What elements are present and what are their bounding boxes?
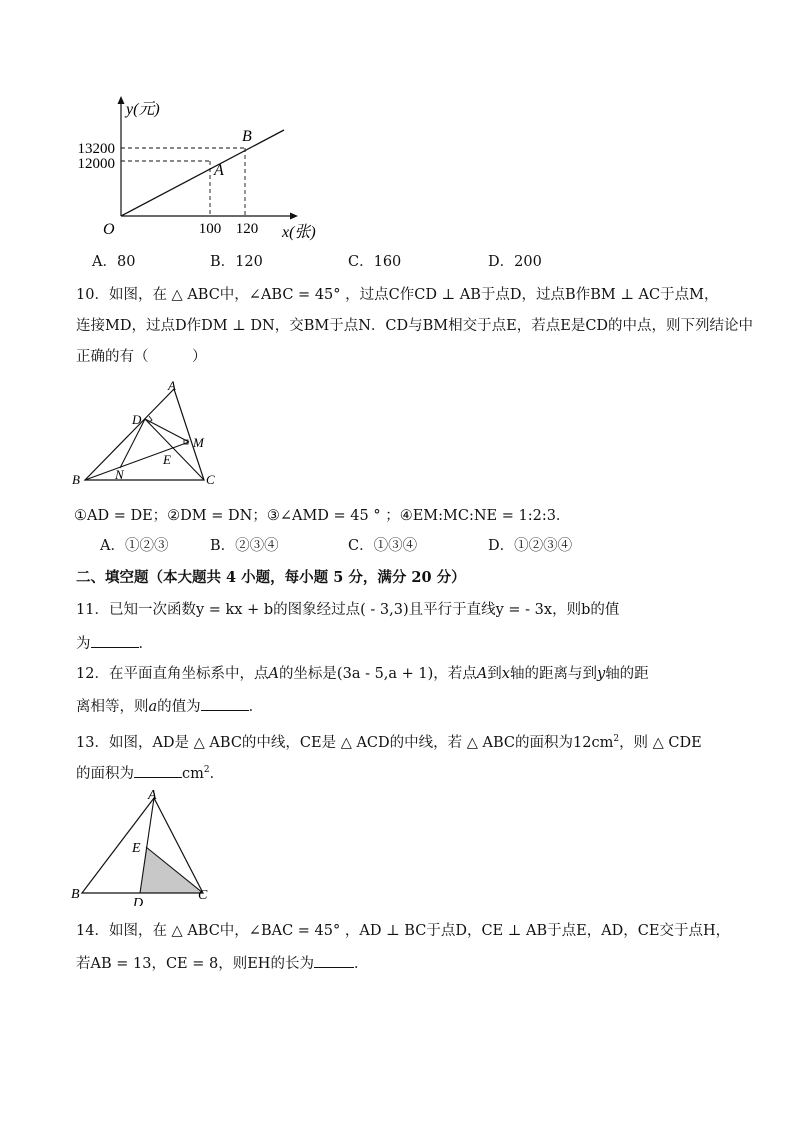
q14-text: 若AB = 13，CE = 8，则EH的长为	[76, 956, 314, 972]
option-text: 120	[235, 254, 263, 270]
var-y: y	[596, 666, 606, 682]
q9-option-d	[488, 252, 542, 272]
label-m: M	[193, 435, 204, 450]
q13-unit: cm	[182, 765, 204, 782]
label-a: A	[148, 788, 157, 803]
x-axis-label: x(张)	[282, 224, 316, 241]
option-text: ①②③	[124, 538, 169, 554]
q10-line3: 正确的有（ ）	[76, 349, 207, 365]
answer-blank[interactable]	[314, 953, 354, 968]
y-tick-12000: 12000	[77, 156, 115, 172]
q13-line2	[76, 760, 224, 784]
origin-label: O	[103, 221, 115, 238]
q12-line2	[76, 696, 263, 717]
q12-text-f: 离相等，则	[76, 699, 149, 715]
q9-option-c	[348, 252, 401, 272]
q11-end: ．	[138, 636, 153, 652]
q13-text: 13．如图，AD是 △ ABC的中线，CE是 △ ACD的中线，若 △ ABC的面积为12cm	[76, 734, 614, 751]
cost-line	[121, 130, 284, 216]
q12-line1	[76, 664, 649, 684]
q14-end: ．	[353, 956, 369, 972]
option-letter: A．	[100, 538, 125, 554]
q12-text-c: 到	[487, 666, 502, 682]
answer-blank[interactable]	[201, 696, 249, 711]
q11-text: 为	[76, 636, 91, 652]
q10-option-b	[210, 536, 279, 556]
q12-text-g: 的值为	[157, 699, 201, 715]
q9-option-a	[92, 252, 135, 272]
option-text: ②③④	[235, 538, 279, 554]
q13-end: ．	[209, 765, 225, 782]
option-text: 200	[514, 254, 542, 270]
section-heading: 二、填空题（本大题共 4 小题，每小题 5 分，满分 20 分）	[76, 569, 466, 586]
y-tick-13200: 13200	[77, 141, 115, 157]
option-text: ①③④	[373, 538, 418, 554]
q10-line2: 连接MD，过点D作DM ⊥ DN，交BM于点N．CD与BM相交于点E，若点E是CD的中点，则下列结论中	[76, 318, 754, 334]
label-c: C	[206, 472, 215, 487]
option-letter: A．	[92, 254, 117, 270]
q12-text-e: 轴的距	[605, 666, 649, 682]
q9-graph	[70, 92, 340, 252]
q12-text-d: 轴的距离与到	[509, 666, 597, 682]
label-d: D	[132, 412, 142, 427]
q11-line1: 11．已知一次函数y = kx + b的图象经过点( - 3,3)且平行于直线y = - 3x，则b的值	[76, 602, 620, 618]
q12-end: ．	[248, 699, 264, 715]
segment-dm	[145, 419, 189, 442]
q13-figure	[68, 786, 218, 906]
option-letter: C．	[348, 254, 374, 270]
x-tick-120: 120	[235, 221, 259, 237]
label-e: E	[132, 841, 141, 856]
q10-figure	[68, 376, 228, 492]
option-letter: D．	[488, 538, 515, 554]
option-letter: B．	[210, 254, 236, 270]
label-b: B	[71, 887, 80, 902]
answer-blank[interactable]	[91, 633, 139, 648]
triangle-cde-shaded	[140, 847, 203, 893]
q11-line2	[76, 633, 153, 654]
q13-line1	[76, 729, 702, 753]
point-b-label: B	[242, 128, 252, 145]
q9-option-b	[210, 252, 263, 272]
option-letter: D．	[488, 254, 515, 270]
q10-statements: ①AD = DE；②DM = DN；③∠AMD = 45 ° ；④EM:MC:NE = 1:2:3．	[74, 508, 571, 524]
label-a: A	[168, 378, 176, 393]
option-letter: B．	[210, 538, 236, 554]
option-text: ①②③④	[514, 538, 573, 554]
q13-superscript: 2	[613, 734, 620, 744]
q10-option-c	[348, 536, 417, 556]
q13-unit-sup: 2	[203, 765, 210, 775]
x-tick-100: 100	[198, 221, 222, 237]
var-a: a	[148, 699, 158, 715]
q13-text-b: 的面积为	[76, 765, 134, 782]
segment-bm	[85, 442, 189, 480]
option-letter: C．	[348, 538, 374, 554]
triangle-abc	[85, 389, 204, 480]
option-text: 160	[373, 254, 402, 270]
var-a: A	[476, 666, 488, 682]
x-axis-arrow	[290, 213, 298, 220]
label-d: D	[133, 896, 144, 906]
label-e: E	[163, 452, 171, 467]
point-a-label: A	[214, 162, 224, 179]
label-b: B	[72, 472, 80, 487]
q13-text-end: ，则 △ CDE	[619, 734, 702, 751]
var-x: x	[501, 666, 510, 682]
q10-option-d	[488, 536, 572, 556]
q12-text-b: 的坐标是(3a - 5,a + 1)，若点	[278, 666, 477, 682]
q12-text-a: 12．在平面直角坐标系中，点	[76, 666, 269, 682]
option-text: 80	[116, 254, 136, 270]
label-c: C	[198, 888, 208, 903]
answer-blank[interactable]	[134, 763, 182, 778]
q14-line2	[76, 953, 368, 974]
y-axis-arrow	[118, 96, 125, 104]
q10-line1: 10．如图，在 △ ABC中，∠ABC = 45° ，过点C作CD ⊥ AB于点D，过点B作BM ⊥ AC于点M，	[76, 287, 719, 303]
label-n: N	[115, 467, 124, 482]
y-axis-label: y(元)	[126, 101, 160, 118]
q10-option-a	[100, 536, 168, 556]
q14-line1: 14．如图，在 △ ABC中，∠BAC = 45° ，AD ⊥ BC于点D，CE ⊥ AB于点E，AD，CE交于点H，	[76, 923, 731, 939]
var-a: A	[268, 666, 279, 682]
